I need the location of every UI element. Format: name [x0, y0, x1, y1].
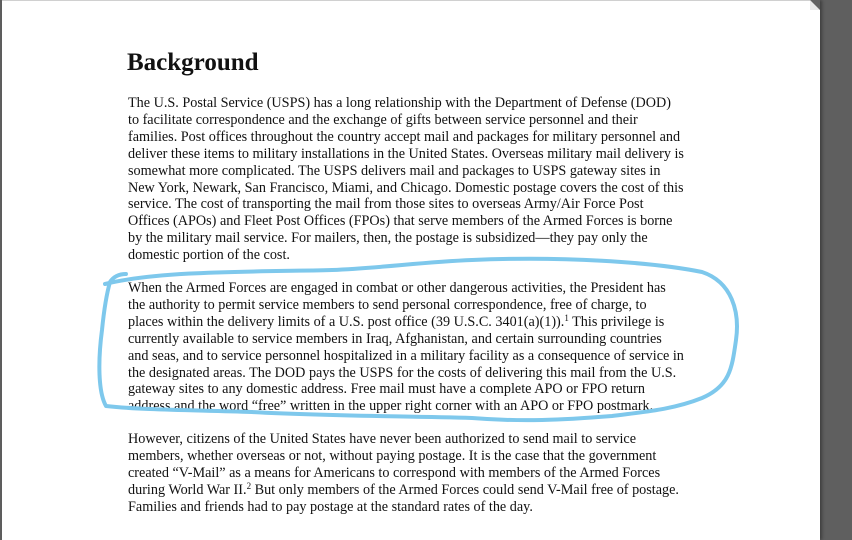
text-line: Families and friends had to pay postage at the standard rates of the day. — [128, 498, 533, 515]
text-line: to facilitate correspondence and the exchange of gifts between service personnel and their — [128, 111, 638, 128]
text-line: the authority to permit service members to send personal correspondence, free of charge, to — [128, 296, 647, 313]
footnote-ref-1[interactable]: 1 — [564, 312, 569, 323]
text-segment: This privilege is — [568, 313, 665, 330]
paragraph-usps-relationship — [128, 95, 728, 264]
text-line: families. Post offices throughout the country accept mail and packages for military personnel and — [128, 128, 681, 145]
text-line: members, whether overseas or not, without paying postage. It is the case that the government — [128, 447, 657, 464]
text-line — [128, 314, 728, 331]
text-line: somewhat more complicated. The USPS delivers mail and packages to USPS gateway sites in — [128, 162, 661, 179]
text-line: gateway sites to any domestic address. Free mail must have a complete APO or FPO return — [128, 381, 645, 398]
text-line: New York, Newark, San Francisco, Miami, and Chicago. Domestic postage covers the cost of this — [128, 179, 684, 196]
document-page — [2, 0, 820, 540]
section-heading: Background — [127, 49, 259, 76]
text-line: Offices (APOs) and Fleet Post Offices (FPOs) that serve members of the Armed Forces is borne — [128, 213, 673, 230]
text-line: deliver these items to military installations in the United States. Overseas military mail delivery is — [128, 145, 684, 162]
text-line: address and the word “free” written in the upper right corner with an APO or FPO postmark. — [128, 398, 654, 415]
text-segment: But only members of the Armed Forces could send V-Mail free of postage. — [251, 481, 679, 498]
text-segment: during World War II. — [128, 481, 247, 498]
paragraph-v-mail — [128, 431, 728, 516]
text-line — [128, 482, 728, 499]
paragraph-free-mail — [128, 280, 728, 415]
text-line: The U.S. Postal Service (USPS) has a long relationship with the Department of Defense (DOD) — [128, 95, 671, 111]
text-line: However, citizens of the United States have never been authorized to send mail to service — [128, 431, 637, 447]
text-line: service. The cost of transporting the mail from those sites to overseas Army/Air Force Post — [128, 196, 644, 213]
text-line: by the military mail service. For mailers, then, the postage is subsidized—they pay only the — [128, 230, 648, 247]
page-corner — [810, 0, 820, 10]
footnote-ref-2[interactable]: 2 — [246, 480, 252, 491]
text-line: currently available to service members in Iraq, Afghanistan, and certain surrounding countries — [128, 330, 662, 347]
text-segment: places within the delivery limits of a U.S. post office (39 U.S.C. 3401(a)(1)). — [128, 313, 565, 330]
text-line: and seas, and to service personnel hospitalized in a military facility as a consequence of service in — [128, 347, 684, 364]
text-line: the designated areas. The DOD pays the USPS for the costs of delivering this mail from the U.S. — [128, 364, 677, 381]
text-line: domestic portion of the cost. — [128, 247, 290, 264]
text-line: When the Armed Forces are engaged in combat or other dangerous activities, the President has — [128, 280, 666, 296]
page-top-edge — [2, 0, 820, 1]
text-line: created “V-Mail” as a means for Americans to correspond with members of the Armed Forces — [128, 464, 661, 481]
